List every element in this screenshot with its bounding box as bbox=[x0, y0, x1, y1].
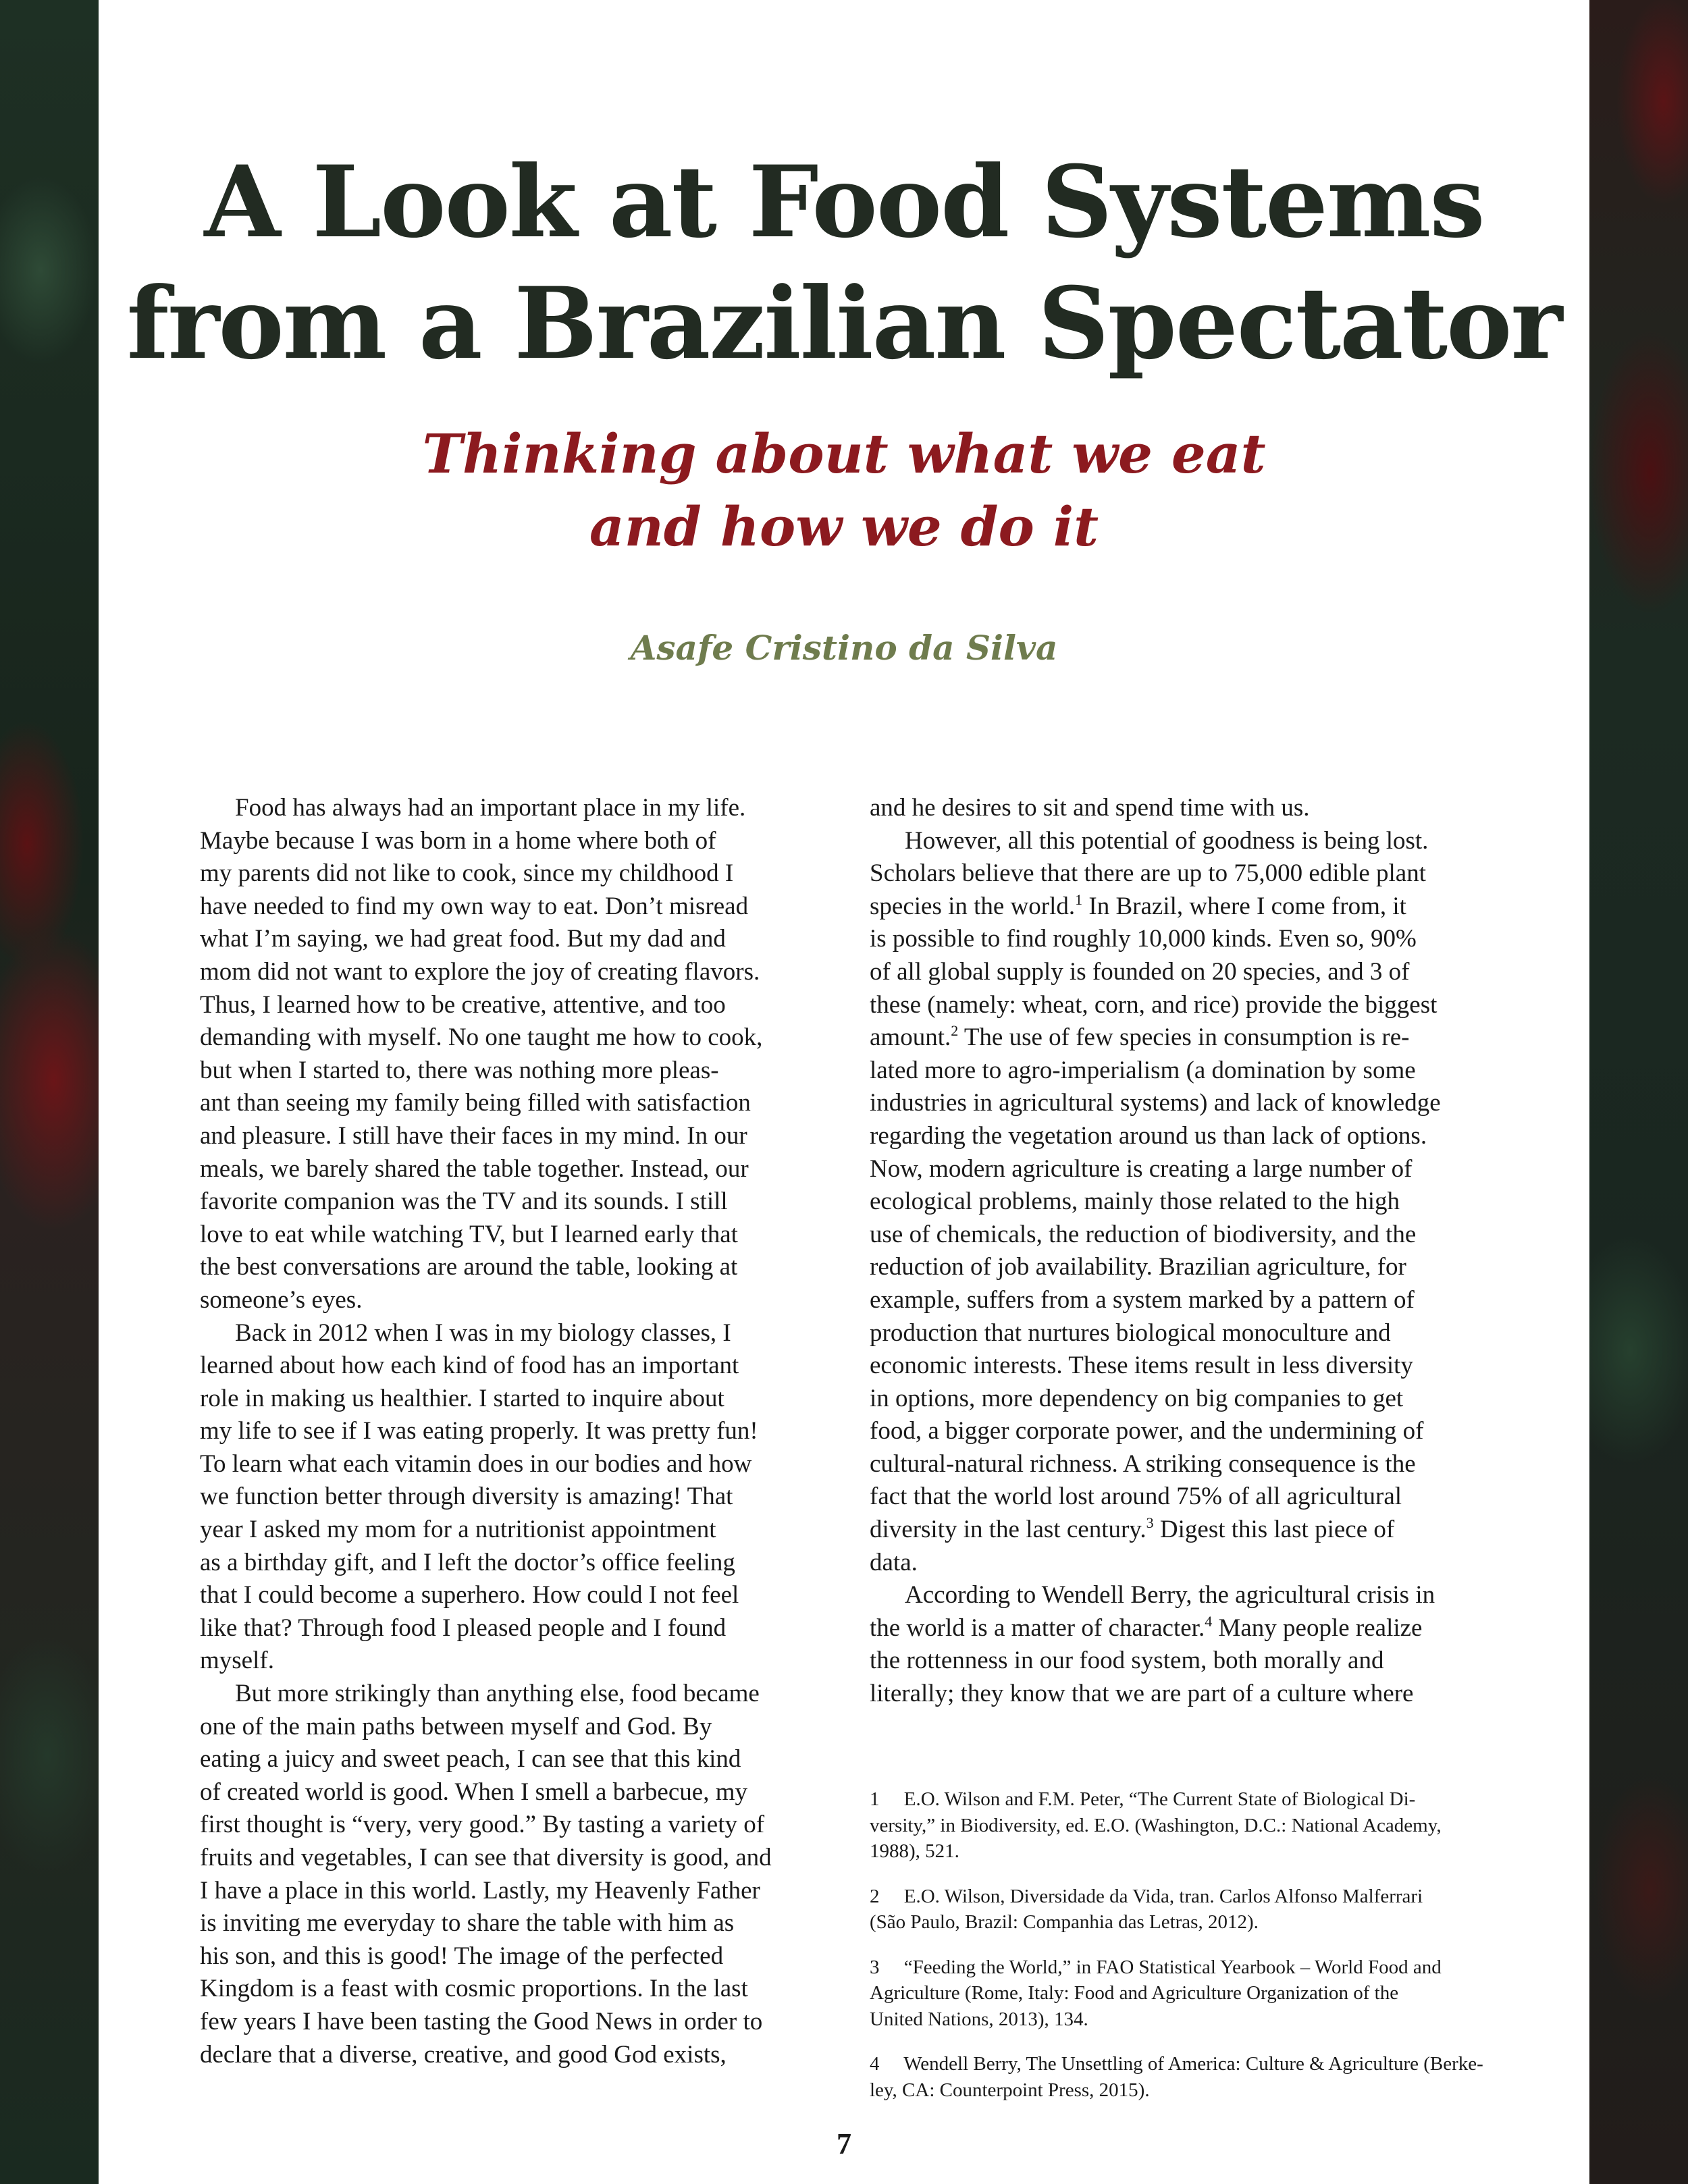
body-text-line bbox=[200, 1973, 794, 2006]
body-text-line bbox=[200, 1481, 794, 1514]
body-text-line bbox=[200, 1612, 794, 1645]
body-text-line bbox=[870, 1186, 1587, 1219]
body-text-line bbox=[870, 1021, 1587, 1055]
line-text: regarding the vegetation around us than lack of options. bbox=[870, 1121, 1427, 1150]
line-text: demanding with myself. No one taught me how to cook, bbox=[200, 1023, 763, 1052]
background-foliage-left bbox=[0, 0, 99, 2184]
line-text: ecological problems, mainly those related to the high bbox=[870, 1188, 1400, 1216]
body-text-line bbox=[870, 1350, 1587, 1383]
line-text: is possible to find roughly 10,000 kinds. Even so, 90% bbox=[870, 925, 1417, 953]
body-text-line bbox=[200, 1219, 794, 1252]
line-text: The use of few species in consumption is re- bbox=[958, 1023, 1410, 1052]
line-text: Now, modern agriculture is creating a large number of bbox=[870, 1154, 1413, 1183]
line-text: like that? Through food I pleased people and I found bbox=[200, 1614, 727, 1642]
line-text: as a birthday gift, and I left the doctor’s office feeling bbox=[200, 1548, 735, 1576]
line-text: Many people realize bbox=[1212, 1614, 1423, 1642]
body-text-line bbox=[870, 1383, 1587, 1416]
title-line: from a Brazilian Spectator bbox=[126, 266, 1562, 381]
body-text-line bbox=[200, 1055, 794, 1088]
body-text-line bbox=[200, 989, 794, 1022]
line-text: fact that the world lost around 75% of all agricultural bbox=[870, 1483, 1402, 1511]
footnote bbox=[870, 1954, 1587, 2033]
body-text-line bbox=[870, 1514, 1587, 1547]
footnote-line: 4 Wendell Berry, The Unsettling of America: Culture & Agriculture (Berke- bbox=[870, 2053, 1483, 2075]
line-text: declare that a diverse, creative, and good God exists, bbox=[200, 2040, 727, 2069]
body-text-line bbox=[870, 1678, 1587, 1711]
body-text-line bbox=[870, 1219, 1587, 1252]
background-foliage-right bbox=[1589, 0, 1688, 2184]
body-text-line bbox=[200, 1940, 794, 1973]
line-text: use of chemicals, the reduction of biodiversity, and the bbox=[870, 1220, 1417, 1248]
body-text-line bbox=[870, 857, 1587, 890]
footnote-line: United Nations, 2013), 134. bbox=[870, 2008, 1088, 2030]
body-text-line bbox=[870, 1415, 1587, 1448]
body-text-line bbox=[200, 923, 794, 956]
line-text: meals, we barely shared the table together. Instead, our bbox=[200, 1154, 749, 1183]
line-text: of all global supply is founded on 20 species, and 3 of bbox=[870, 957, 1410, 986]
body-text-line bbox=[200, 1645, 794, 1678]
body-text-line bbox=[200, 1350, 794, 1383]
line-text: industries in agricultural systems) and lack of knowledge bbox=[870, 1089, 1441, 1117]
line-text: eating a juicy and sweet peach, I can see that this kind bbox=[200, 1745, 741, 1774]
line-text: in options, more dependency on big companies to get bbox=[870, 1384, 1404, 1412]
body-text-line bbox=[870, 1645, 1587, 1678]
line-text: cultural-natural richness. A striking consequence is the bbox=[870, 1449, 1416, 1478]
footnote-line: 2 E.O. Wilson, Diversidade da Vida, tran. Carlos Alfonso Malferrari bbox=[870, 1885, 1423, 1907]
body-text-line bbox=[870, 1087, 1587, 1120]
body-column-right bbox=[870, 792, 1587, 1711]
body-text-line bbox=[870, 956, 1587, 989]
body-text-line bbox=[870, 1612, 1587, 1645]
footnote-line: (São Paulo, Brazil: Companhia das Letras, 2012). bbox=[870, 1911, 1259, 1933]
line-text: production that nurtures biological monoculture and bbox=[870, 1319, 1391, 1347]
body-text-line bbox=[870, 1153, 1587, 1186]
line-text: Kingdom is a feast with cosmic proportions. In the last bbox=[200, 1975, 748, 2003]
body-text-line bbox=[200, 1317, 794, 1350]
body-text-line bbox=[870, 890, 1587, 924]
body-text-line bbox=[870, 1120, 1587, 1153]
line-text: of created world is good. When I smell a barbecue, my bbox=[200, 1778, 747, 1806]
body-text-line bbox=[870, 792, 1587, 825]
footnote-marker: 4 bbox=[1205, 1612, 1213, 1630]
line-text: To learn what each vitamin does in our bodies and how bbox=[200, 1449, 752, 1478]
body-text-line bbox=[870, 989, 1587, 1022]
line-text: Back in 2012 when I was in my biology classes, I bbox=[235, 1319, 731, 1347]
body-text-line bbox=[200, 1448, 794, 1481]
line-text: diversity in the last century. bbox=[870, 1516, 1146, 1544]
line-text: learned about how each kind of food has an important bbox=[200, 1352, 739, 1380]
article-title bbox=[99, 142, 1589, 385]
body-text-line bbox=[870, 1448, 1587, 1481]
body-text-line bbox=[200, 1284, 794, 1317]
body-text-line bbox=[200, 1907, 794, 1940]
body-text-line bbox=[870, 1547, 1587, 1580]
magazine-page bbox=[99, 0, 1589, 2184]
line-text: is inviting me everyday to share the table with him as bbox=[200, 1909, 735, 1938]
body-text-line bbox=[200, 1514, 794, 1547]
line-text: Food has always had an important place in my life. bbox=[235, 794, 746, 822]
footnote bbox=[870, 1786, 1587, 1865]
line-text: favorite companion was the TV and its sounds. I still bbox=[200, 1188, 728, 1216]
footnotes bbox=[870, 1786, 1587, 2122]
body-text-line bbox=[200, 1120, 794, 1153]
footnote-line: versity,” in Biodiversity, ed. E.O. (Washington, D.C.: National Academy, bbox=[870, 1814, 1442, 1836]
line-text: one of the main paths between myself and God. By bbox=[200, 1712, 712, 1740]
body-text-line bbox=[200, 1842, 794, 1875]
line-text: In Brazil, where I come from, it bbox=[1082, 892, 1406, 920]
body-text-line bbox=[870, 1251, 1587, 1284]
line-text: my life to see if I was eating properly. It was pretty fun! bbox=[200, 1417, 758, 1445]
footnote-line: 1 E.O. Wilson and F.M. Peter, “The Current State of Biological Di- bbox=[870, 1788, 1416, 1810]
body-text-line bbox=[200, 1579, 794, 1612]
line-text: someone’s eyes. bbox=[200, 1285, 363, 1314]
line-text: love to eat while watching TV, but I learned early that bbox=[200, 1220, 738, 1248]
subtitle-line: Thinking about what we eat bbox=[422, 422, 1266, 485]
footnote-marker: 1 bbox=[1075, 890, 1083, 908]
line-text: fruits and vegetables, I can see that diversity is good, and bbox=[200, 1844, 772, 1871]
body-text-line bbox=[200, 1678, 794, 1711]
footnote-line: Agriculture (Rome, Italy: Food and Agriculture Organization of the bbox=[870, 1982, 1399, 2004]
footnote-line: 3 “Feeding the World,” in FAO Statistical Yearbook – World Food and bbox=[870, 1956, 1442, 1978]
line-text: these (namely: wheat, corn, and rice) provide the biggest bbox=[870, 990, 1438, 1019]
page-number: 7 bbox=[837, 2127, 851, 2160]
line-text: role in making us healthier. I started to inquire about bbox=[200, 1384, 724, 1412]
article-subtitle bbox=[99, 417, 1589, 563]
line-text: and he desires to sit and spend time with us. bbox=[870, 794, 1310, 822]
line-text: Maybe because I was born in a home where both of bbox=[200, 826, 716, 855]
line-text: mom did not want to explore the joy of creating flavors. bbox=[200, 957, 760, 986]
line-text: ant than seeing my family being filled with satisfaction bbox=[200, 1089, 751, 1117]
body-text-line bbox=[870, 1579, 1587, 1612]
body-text-line bbox=[200, 1743, 794, 1776]
footnote-line: 1988), 521. bbox=[870, 1840, 959, 1862]
line-text: literally; they know that we are part of a culture where bbox=[870, 1680, 1414, 1708]
line-text: the world is a matter of character. bbox=[870, 1614, 1205, 1642]
body-text-line bbox=[200, 1875, 794, 1908]
line-text: have needed to find my own way to eat. Don’t misread bbox=[200, 892, 749, 920]
body-text-line bbox=[200, 1383, 794, 1416]
line-text: food, a bigger corporate power, and the undermining of bbox=[870, 1417, 1424, 1445]
body-text-line bbox=[870, 825, 1587, 858]
body-text-line bbox=[200, 956, 794, 989]
line-text: However, all this potential of goodness is being lost. bbox=[905, 826, 1429, 855]
line-text: But more strikingly than anything else, food became bbox=[235, 1680, 760, 1708]
body-column-left bbox=[200, 792, 794, 2071]
body-text-line bbox=[200, 1087, 794, 1120]
line-text: we function better through diversity is amazing! That bbox=[200, 1483, 733, 1511]
footnote bbox=[870, 1884, 1587, 1936]
body-text-line bbox=[200, 1711, 794, 1744]
line-text: what I’m saying, we had great food. But my dad and bbox=[200, 925, 726, 953]
line-text: species in the world. bbox=[870, 892, 1076, 920]
body-text-line bbox=[200, 1809, 794, 1842]
line-text: Digest this last piece of bbox=[1153, 1516, 1395, 1544]
body-text-line bbox=[200, 1547, 794, 1580]
body-text-line bbox=[200, 2006, 794, 2039]
line-text: economic interests. These items result in less diversity bbox=[870, 1352, 1413, 1380]
line-text: lated more to agro-imperialism (a domination by some bbox=[870, 1056, 1416, 1084]
line-text: reduction of job availability. Brazilian agriculture, for bbox=[870, 1253, 1406, 1281]
footnote-line: ley, CA: Counterpoint Press, 2015). bbox=[870, 2079, 1150, 2101]
line-text: data. bbox=[870, 1548, 918, 1576]
footnote bbox=[870, 2051, 1587, 2103]
line-text: year I asked my mom for a nutritionist appointment bbox=[200, 1516, 716, 1544]
body-text-line bbox=[200, 1021, 794, 1055]
line-text: example, suffers from a system marked by a pattern of bbox=[870, 1285, 1415, 1314]
body-text-line bbox=[200, 890, 794, 924]
body-text-line bbox=[870, 1481, 1587, 1514]
body-text-line bbox=[200, 825, 794, 858]
body-text-line bbox=[200, 792, 794, 825]
line-text: but when I started to, there was nothing more pleas- bbox=[200, 1056, 719, 1084]
line-text: the rottenness in our food system, both morally and bbox=[870, 1647, 1384, 1675]
line-text: his son, and this is good! The image of the perfected bbox=[200, 1942, 724, 1970]
line-text: Thus, I learned how to be creative, attentive, and too bbox=[200, 990, 726, 1019]
line-text: and pleasure. I still have their faces in my mind. In our bbox=[200, 1121, 747, 1150]
line-text: According to Wendell Berry, the agricultural crisis in bbox=[905, 1581, 1435, 1609]
line-text: amount. bbox=[870, 1023, 951, 1052]
body-text-line bbox=[870, 1317, 1587, 1350]
body-text-line bbox=[200, 1776, 794, 1809]
body-text-line bbox=[200, 857, 794, 890]
article-author: Asafe Cristino da Silva bbox=[630, 628, 1058, 668]
footnote-marker: 2 bbox=[951, 1022, 959, 1040]
body-text-line bbox=[200, 1251, 794, 1284]
footnote-marker: 3 bbox=[1146, 1514, 1154, 1532]
body-text-line bbox=[870, 1055, 1587, 1088]
line-text: myself. bbox=[200, 1647, 274, 1675]
line-text: Scholars believe that there are up to 75,000 edible plant bbox=[870, 859, 1427, 888]
body-text-line bbox=[870, 923, 1587, 956]
body-text-line bbox=[870, 1284, 1587, 1317]
line-text: the best conversations are around the table, looking at bbox=[200, 1253, 738, 1281]
body-text-line bbox=[200, 1153, 794, 1186]
line-text: that I could become a superhero. How could I not feel bbox=[200, 1581, 739, 1609]
body-text-line bbox=[200, 2039, 794, 2072]
line-text: first thought is “very, very good.” By tasting a variety of bbox=[200, 1811, 765, 1839]
line-text: I have a place in this world. Lastly, my Heavenly Father bbox=[200, 1876, 760, 1905]
body-text-line bbox=[200, 1415, 794, 1448]
title-line: A Look at Food Systems bbox=[204, 144, 1484, 260]
line-text: my parents did not like to cook, since my childhood I bbox=[200, 859, 734, 888]
body-text-line bbox=[200, 1186, 794, 1219]
line-text: few years I have been tasting the Good News in order to bbox=[200, 2007, 763, 2035]
subtitle-line: and how we do it bbox=[589, 495, 1099, 558]
